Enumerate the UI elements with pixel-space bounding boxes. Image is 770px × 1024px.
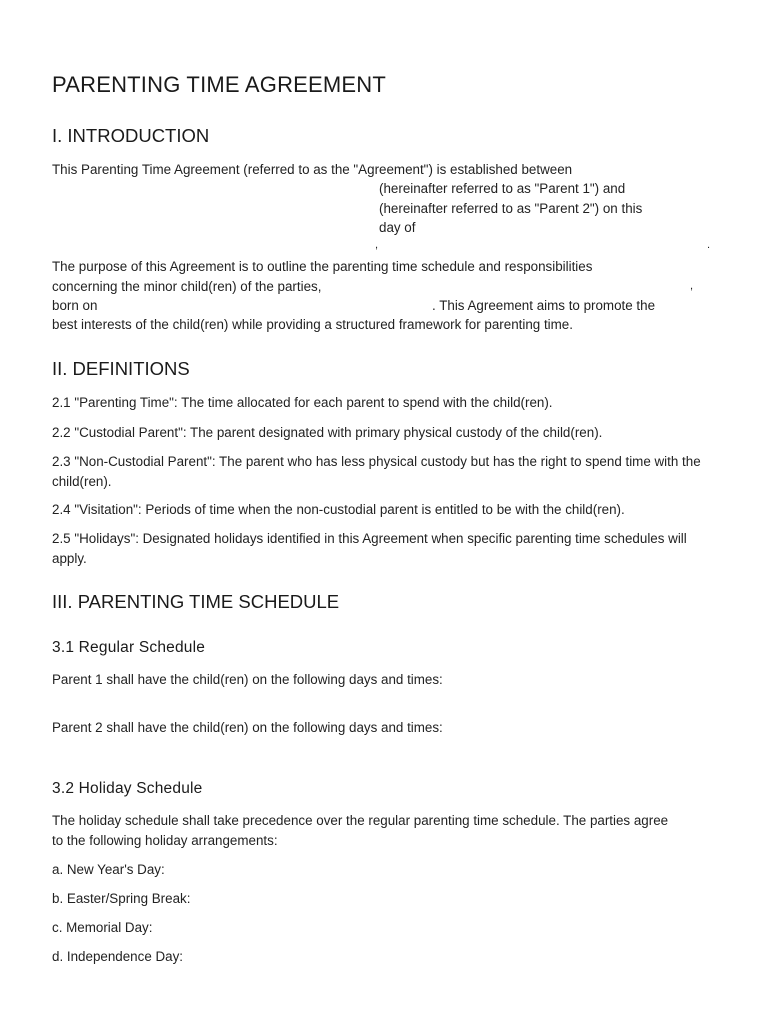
holiday-intro-text: The holiday schedule shall take precedence over the regular parenting time schedule. The parties agree to the following holiday arrangements: [52,813,669,848]
section-heading-definitions: II. DEFINITIONS [52,358,190,379]
parent2-schedule-text: Parent 2 shall have the child(ren) on the following days and times: [52,720,443,735]
intro-text-line: This Parenting Time Agreement (referred to as the "Agreement") is established between [52,162,573,177]
definition-item: 2.2 "Custodial Parent": The parent designated with primary physical custody of the child(ren). [52,425,603,440]
purpose-text-line: concerning the minor child(ren) of the parties, [52,279,322,294]
intro-text-line: (hereinafter referred to as "Parent 1") and [379,181,626,196]
holiday-item: a. New Year's Day: [52,862,165,877]
blank-comma-mark: , [375,239,379,251]
purpose-text-line: . This Agreement aims to promote the [432,298,656,313]
section-heading-introduction: I. INTRODUCTION [52,125,210,146]
intro-text-line: day of [379,220,416,235]
section-heading-schedule: III. PARENTING TIME SCHEDULE [52,591,340,612]
subsection-heading-holiday: 3.2 Holiday Schedule [52,780,203,797]
purpose-text-line: best interests of the child(ren) while providing a structured framework for parenting time. [52,317,573,332]
subsection-heading-regular: 3.1 Regular Schedule [52,639,206,656]
intro-text-line: (hereinafter referred to as "Parent 2") on this [379,201,643,216]
parent1-schedule-text: Parent 1 shall have the child(ren) on the following days and times: [52,672,443,687]
definition-item: 2.5 "Holidays": Designated holidays identified in this Agreement when specific parenting time schedules will apply. [52,531,687,566]
definition-item: 2.3 "Non-Custodial Parent": The parent who has less physical custody but has the right to spend time with the child(ren). [52,454,701,489]
document-title: PARENTING TIME AGREEMENT [52,72,387,97]
purpose-text-line: born on [52,298,98,313]
definition-item: 2.1 "Parenting Time": The time allocated for each parent to spend with the child(ren). [52,395,553,410]
holiday-item: c. Memorial Day: [52,920,153,935]
blank-comma-mark: , [690,280,694,292]
holiday-item: d. Independence Day: [52,949,184,964]
holiday-item: b. Easter/Spring Break: [52,891,191,906]
definition-item: 2.4 "Visitation": Periods of time when the non-custodial parent is entitled to be with the child(ren). [52,502,625,517]
blank-period-mark: . [707,239,711,251]
purpose-text-line: The purpose of this Agreement is to outline the parenting time schedule and responsibilities [52,259,593,274]
